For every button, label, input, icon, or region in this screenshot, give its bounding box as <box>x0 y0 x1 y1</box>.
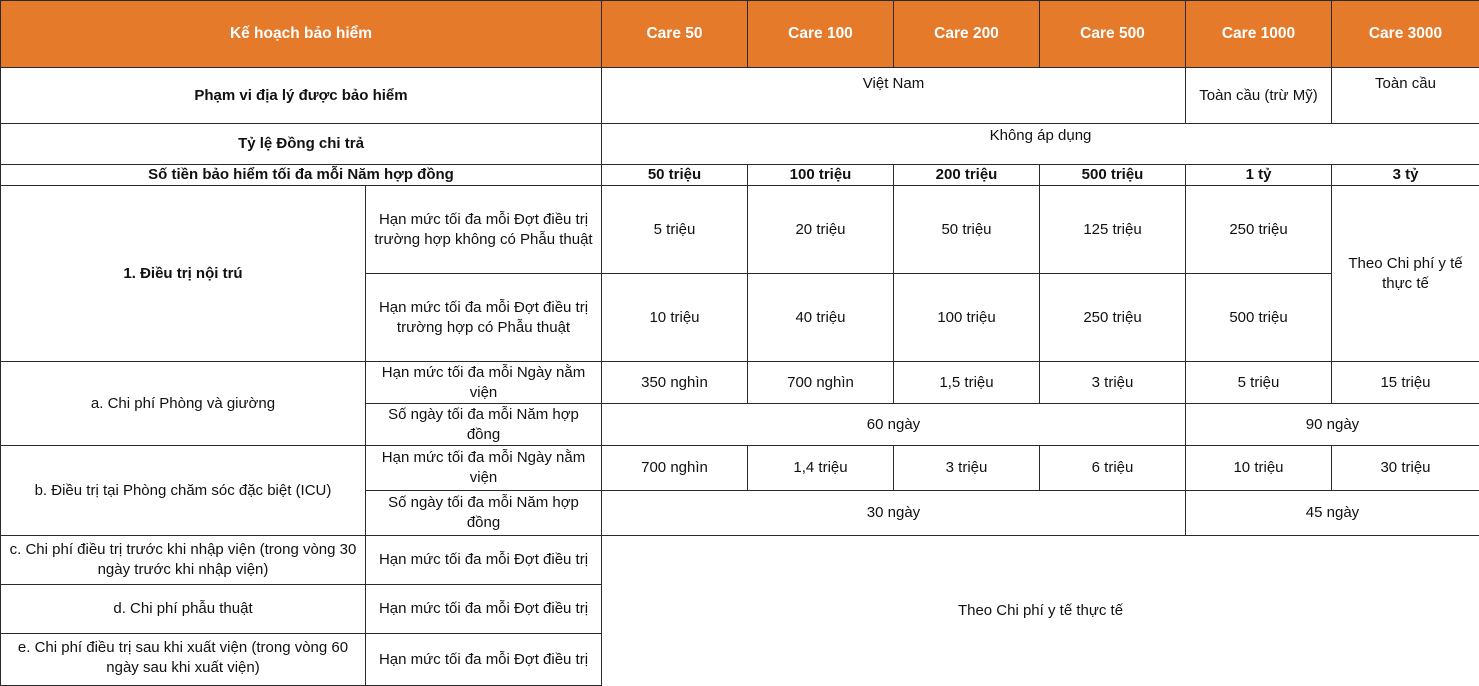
geo-row <box>1 68 1479 124</box>
icu-label: b. Điều trị tại Phòng chăm sóc đặc biệt (ICU) <box>1 446 366 536</box>
max-sum-care-1000: 1 tỷ <box>1186 165 1332 186</box>
geo-vietnam: Việt Nam <box>602 68 1186 124</box>
surgery-care-100: 40 triệu <box>748 274 894 362</box>
icu-per-day-care-100: 1,4 triệu <box>748 446 894 491</box>
surgery-care-50: 10 triệu <box>602 274 748 362</box>
room-per-day-care-100: 700 nghìn <box>748 362 894 404</box>
max-sum-care-50: 50 triệu <box>602 165 748 186</box>
max-sum-care-100: 100 triệu <box>748 165 894 186</box>
max-sum-care-200: 200 triệu <box>894 165 1040 186</box>
inpatient-care-3000: Theo Chi phí y tế thực tế <box>1332 186 1479 362</box>
no-surgery-care-200: 50 triệu <box>894 186 1040 274</box>
room-per-day-care-500: 3 triệu <box>1040 362 1186 404</box>
post-discharge-label: e. Chi phí điều trị sau khi xuất viện (trong vòng 60 ngày sau khi xuất viện) <box>1 634 366 686</box>
plan-care-500: Care 500 <box>1040 1 1186 68</box>
max-sum-care-3000: 3 tỷ <box>1332 165 1479 186</box>
room-per-day-label: Hạn mức tối đa mỗi Ngày nằm viện <box>366 362 602 404</box>
surgery-care-200: 100 triệu <box>894 274 1040 362</box>
copay-value: Không áp dụng <box>602 124 1479 165</box>
no-surgery-care-100: 20 triệu <box>748 186 894 274</box>
icu-days-high: 45 ngày <box>1186 491 1479 536</box>
plan-label: Kế hoạch bảo hiểm <box>1 1 602 68</box>
icu-per-day-label: Hạn mức tối đa mỗi Ngày nằm viện <box>366 446 602 491</box>
pre-admission-row <box>1 536 1479 585</box>
max-sum-care-500: 500 triệu <box>1040 165 1186 186</box>
pre-admission-limit-label: Hạn mức tối đa mỗi Đợt điều trị <box>366 536 602 585</box>
plan-care-200: Care 200 <box>894 1 1040 68</box>
surgery-label: Hạn mức tối đa mỗi Đợt điều trị trường hợp có Phẫu thuật <box>366 274 602 362</box>
no-surgery-label: Hạn mức tối đa mỗi Đợt điều trị trường hợp không có Phẫu thuật <box>366 186 602 274</box>
no-surgery-care-50: 5 triệu <box>602 186 748 274</box>
room-days-low: 60 ngày <box>602 404 1186 446</box>
icu-per-day-care-50: 700 nghìn <box>602 446 748 491</box>
header-row <box>1 1 1479 68</box>
copay-row <box>1 124 1479 165</box>
surgery-care-1000: 500 triệu <box>1186 274 1332 362</box>
room-label: a. Chi phí Phòng và giường <box>1 362 366 446</box>
plan-care-3000: Care 3000 <box>1332 1 1479 68</box>
plan-care-50: Care 50 <box>602 1 748 68</box>
room-per-day-row <box>1 362 1479 404</box>
icu-days-low: 30 ngày <box>602 491 1186 536</box>
no-surgery-care-500: 125 triệu <box>1040 186 1186 274</box>
icu-per-day-care-3000: 30 triệu <box>1332 446 1479 491</box>
surgery-cost-limit-label: Hạn mức tối đa mỗi Đợt điều trị <box>366 585 602 634</box>
icu-per-day-row <box>1 446 1479 491</box>
icu-per-day-care-200: 3 triệu <box>894 446 1040 491</box>
surgery-cost-label: d. Chi phí phẫu thuật <box>1 585 366 634</box>
max-sum-row <box>1 165 1479 186</box>
icu-days-label: Số ngày tối đa mỗi Năm hợp đồng <box>366 491 602 536</box>
icu-per-day-care-1000: 10 triệu <box>1186 446 1332 491</box>
no-surgery-care-1000: 250 triệu <box>1186 186 1332 274</box>
geo-global: Toàn cầu <box>1332 68 1479 124</box>
inpatient-no-surgery-row <box>1 186 1479 274</box>
surgery-care-500: 250 triệu <box>1040 274 1186 362</box>
room-per-day-care-3000: 15 triệu <box>1332 362 1479 404</box>
plan-care-100: Care 100 <box>748 1 894 68</box>
geo-global-ex-us: Toàn cầu (trừ Mỹ) <box>1186 68 1332 124</box>
icu-per-day-care-500: 6 triệu <box>1040 446 1186 491</box>
room-per-day-care-200: 1,5 triệu <box>894 362 1040 404</box>
plan-care-1000: Care 1000 <box>1186 1 1332 68</box>
room-per-day-care-50: 350 nghìn <box>602 362 748 404</box>
inpatient-label: 1. Điều trị nội trú <box>1 186 366 362</box>
room-days-label: Số ngày tối đa mỗi Năm hợp đồng <box>366 404 602 446</box>
geo-label: Phạm vi địa lý được bảo hiểm <box>1 68 602 124</box>
pre-admission-label: c. Chi phí điều trị trước khi nhập viện (trong vòng 30 ngày trước khi nhập viện) <box>1 536 366 585</box>
room-days-high: 90 ngày <box>1186 404 1479 446</box>
actual-cost-value: Theo Chi phí y tế thực tế <box>602 536 1479 686</box>
room-per-day-care-1000: 5 triệu <box>1186 362 1332 404</box>
max-sum-label: Số tiền bảo hiểm tối đa mỗi Năm hợp đồng <box>1 165 602 186</box>
copay-label: Tỷ lệ Đồng chi trả <box>1 124 602 165</box>
post-discharge-limit-label: Hạn mức tối đa mỗi Đợt điều trị <box>366 634 602 686</box>
